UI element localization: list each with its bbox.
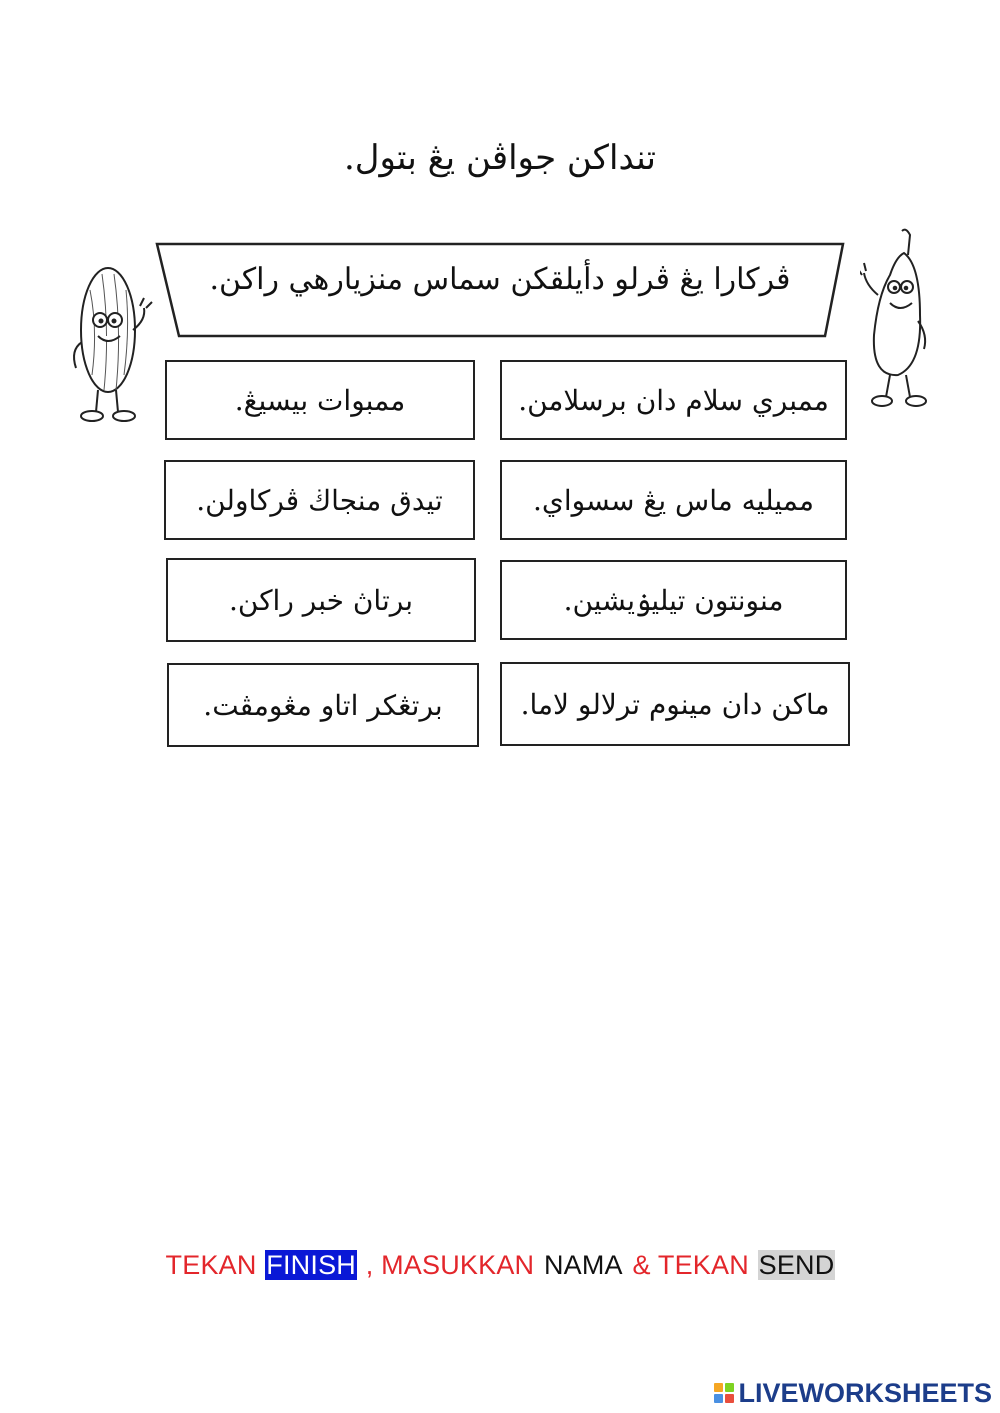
option-box-left-2[interactable]: تيدق منجاڬ ڤركاولن. <box>164 460 475 540</box>
option-box-right-2[interactable]: مميليه ماس يڠ سسواي. <box>500 460 847 540</box>
footer-instruction <box>0 1250 1000 1281</box>
option-box-left-3[interactable]: برتاڽ خبر راكن. <box>166 558 476 642</box>
worksheet-area <box>60 220 930 790</box>
banner-text: ڤركارا يڠ ڤرلو دأيلقكن سماس منزيارهي راكن. <box>209 262 791 297</box>
option-box-right-3[interactable]: منونتون تيليۏيشين. <box>500 560 847 640</box>
footer-send: SEND <box>758 1250 835 1280</box>
footer-tekan-1: TEKAN <box>165 1250 257 1280</box>
option-box-right-4[interactable]: ماكن دان مينوم ترلالو لاما. <box>500 662 850 746</box>
option-box-left-4[interactable]: برتڠكر اتاو مڠومڤت. <box>167 663 479 747</box>
liveworksheets-brand[interactable] <box>714 1378 992 1408</box>
instruction-banner <box>155 240 845 340</box>
liveworksheets-logo-icon <box>714 1383 734 1403</box>
brand-text: LIVEWORKSHEETS <box>738 1377 992 1408</box>
footer-nama: NAMA <box>543 1250 623 1280</box>
footer-masukkan: , MASUKKAN <box>365 1250 535 1280</box>
left-mascot-icon <box>68 250 158 425</box>
right-mascot-icon <box>860 225 930 415</box>
worksheet-title: تنداكن جواڤن يڠ بتول. <box>343 138 657 178</box>
footer-finish: FINISH <box>266 1250 356 1280</box>
option-box-right-1[interactable]: ممبري سلام دان برسلامن. <box>500 360 847 440</box>
footer-tekan-2: & TEKAN <box>632 1250 749 1280</box>
option-box-left-1[interactable]: ممبوات بيسيڠ. <box>165 360 475 440</box>
